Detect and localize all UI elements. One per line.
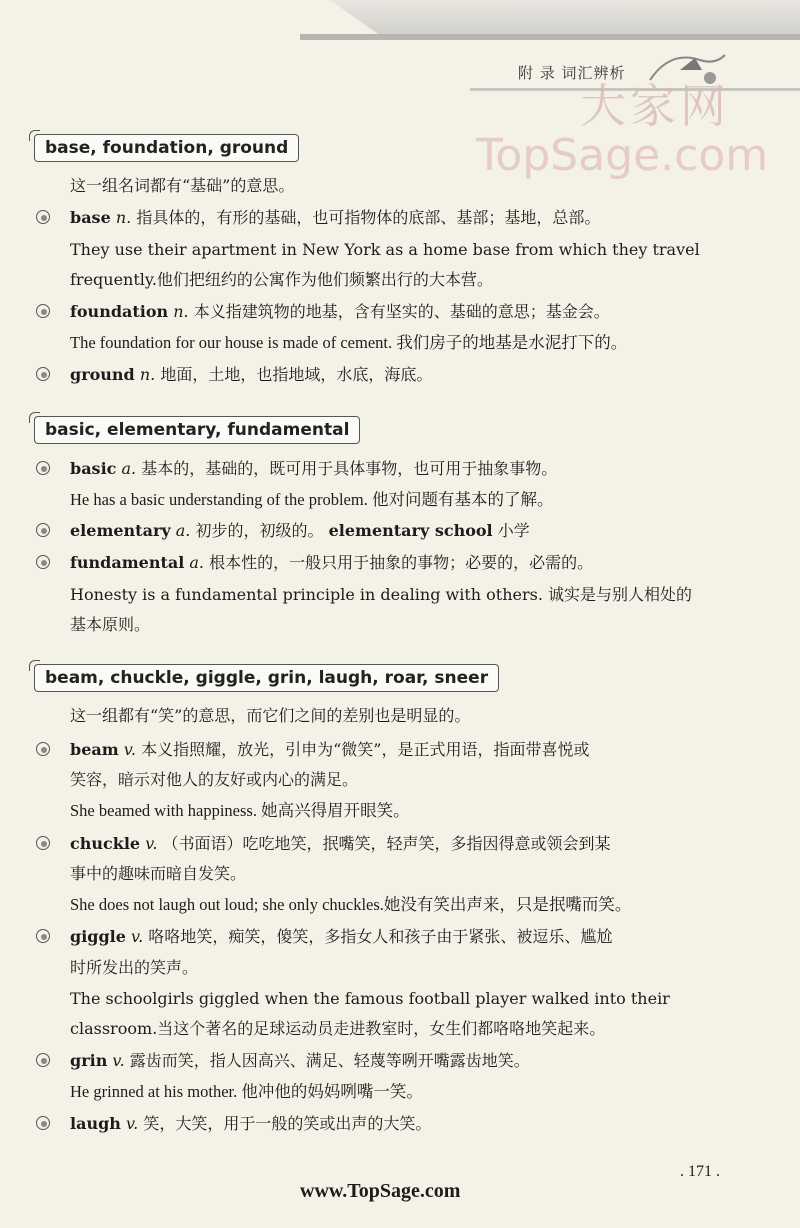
entry-headword-line	[70, 520, 530, 542]
entry-definition: 笑，大笑，用于一般的笑或出声的大笑。	[143, 1114, 432, 1133]
section-intro: 这一组都有“笑”的意思，而它们之间的差别也是明显的。	[70, 706, 471, 725]
bullet-icon	[36, 304, 52, 320]
entry-definition: 基本的，基础的，既可用于具体事物，也可用于抽象事物。	[141, 459, 558, 478]
bullet-icon	[36, 1053, 52, 1069]
entry-example: 基本原则。	[70, 615, 151, 634]
entry-example: Honesty is a fundamental principle in dealing with others. 诚实是与别人相处的	[70, 585, 693, 604]
entry-definition-cont: 事中的趣味而暗自发笑。	[70, 864, 247, 883]
bullet-icon	[36, 929, 52, 945]
bullet-icon	[36, 210, 52, 226]
entry-example: classroom.当这个著名的足球运动员走进教室时，女生们都咯咯地笑起来。	[70, 1019, 606, 1038]
entry-definition-cont: 时所发出的笑声。	[70, 958, 199, 977]
entry-headword-line	[70, 739, 589, 761]
section-intro: 这一组名词都有“基础”的意思。	[70, 176, 295, 195]
watermark-en: TopSage.com	[476, 130, 769, 181]
entry-term: foundation	[70, 302, 169, 321]
entry-example: She beamed with happiness. 她高兴得眉开眼笑。	[70, 801, 410, 820]
entry-extra-definition: 小学	[497, 521, 530, 540]
entry-pos: n.	[173, 302, 189, 321]
bullet-icon	[36, 1116, 52, 1132]
entry-definition: 露齿而笑，指人因高兴、满足、轻蔑等咧开嘴露齿地笑。	[129, 1051, 530, 1070]
entry-headword-line	[70, 833, 611, 855]
entry-term: giggle	[70, 927, 126, 946]
entry-definition: 地面，土地，也指地域，水底，海底。	[160, 365, 433, 384]
entry-definition: （书面语）吃吃地笑，抿嘴笑，轻声笑，多指因得意或领会到某	[162, 834, 611, 853]
entry-term: chuckle	[70, 834, 141, 853]
bullet-icon	[36, 367, 52, 383]
entry-term: basic	[70, 459, 117, 478]
entry-example: They use their apartment in New York as a home base from which they travel	[70, 240, 700, 259]
entry-definition: 本义指建筑物的地基，含有坚实的、基础的意思；基金会。	[193, 302, 610, 321]
entry-example: The foundation for our house is made of cement. 我们房子的地基是水泥打下的。	[70, 333, 628, 352]
entry-headword-line	[70, 1113, 431, 1135]
page-number: . 171 .	[680, 1163, 720, 1180]
section-label: basic, elementary, fundamental	[34, 416, 360, 444]
entry-pos: v.	[145, 834, 158, 853]
entry-pos: a.	[189, 553, 204, 572]
entry-pos: v.	[126, 1114, 139, 1133]
entry-headword-line	[70, 552, 593, 574]
entry-pos: n.	[115, 208, 132, 227]
bullet-icon	[36, 742, 52, 758]
entry-definition-cont: 笑容，暗示对他人的友好或内心的满足。	[70, 770, 359, 789]
entry-example: She does not laugh out loud; she only chuckles.她没有笑出声来，只是抿嘴而笑。	[70, 895, 632, 914]
watermark-cn: 大家网	[580, 79, 730, 133]
entry-example: He has a basic understanding of the problem. 他对问题有基本的了解。	[70, 490, 554, 509]
entry-term: ground	[70, 365, 135, 384]
entry-extra-term: elementary school	[328, 521, 493, 540]
bullet-icon	[36, 461, 52, 477]
entry-term: laugh	[70, 1114, 121, 1133]
entry-headword-line	[70, 926, 612, 948]
entry-pos: v.	[131, 927, 144, 946]
entry-example: frequently.他们把纽约的公寓作为他们频繁出行的大本营。	[70, 270, 493, 289]
entry-term: elementary	[70, 521, 171, 540]
entry-pos: a.	[175, 521, 191, 540]
entry-headword-line	[70, 301, 610, 323]
bullet-icon	[36, 555, 52, 571]
running-header: 附 录 词汇辨析	[518, 64, 626, 82]
entry-term: beam	[70, 740, 119, 759]
entry-definition: 根本性的，一般只用于抽象的事物；必要的，必需的。	[209, 553, 594, 572]
section-label: beam, chuckle, giggle, grin, laugh, roar, sneer	[34, 664, 499, 692]
entry-definition: 咯咯地笑，痴笑，傻笑，多指女人和孩子由于紧张、被逗乐、尴尬	[148, 927, 613, 946]
entry-pos: a.	[121, 459, 137, 478]
entry-term: base	[70, 208, 111, 227]
entry-pos: v.	[123, 740, 136, 759]
section-label: base, foundation, ground	[34, 134, 299, 162]
footer-url[interactable]: www.TopSage.com	[300, 1180, 461, 1202]
entry-term: grin	[70, 1051, 108, 1070]
entry-headword-line	[70, 207, 600, 229]
entry-definition: 初步的，初级的。	[195, 521, 324, 540]
bullet-icon	[36, 836, 52, 852]
entry-headword-line	[70, 458, 557, 480]
entry-headword-line	[70, 1050, 530, 1072]
entry-definition: 本义指照耀，放光，引申为“微笑”，是正式用语，指面带喜悦或	[141, 740, 590, 759]
entry-example: He grinned at his mother. 他冲他的妈妈咧嘴一笑。	[70, 1082, 423, 1101]
bullet-icon	[36, 523, 52, 539]
entry-example: The schoolgirls giggled when the famous football player walked into their	[70, 989, 670, 1008]
entry-definition: 指具体的，有形的基础，也可指物体的底部、基部；基地，总部。	[136, 208, 601, 227]
entry-pos: n.	[139, 365, 156, 384]
entry-headword-line	[70, 364, 432, 386]
entry-pos: v.	[112, 1051, 125, 1070]
entry-term: fundamental	[70, 553, 185, 572]
